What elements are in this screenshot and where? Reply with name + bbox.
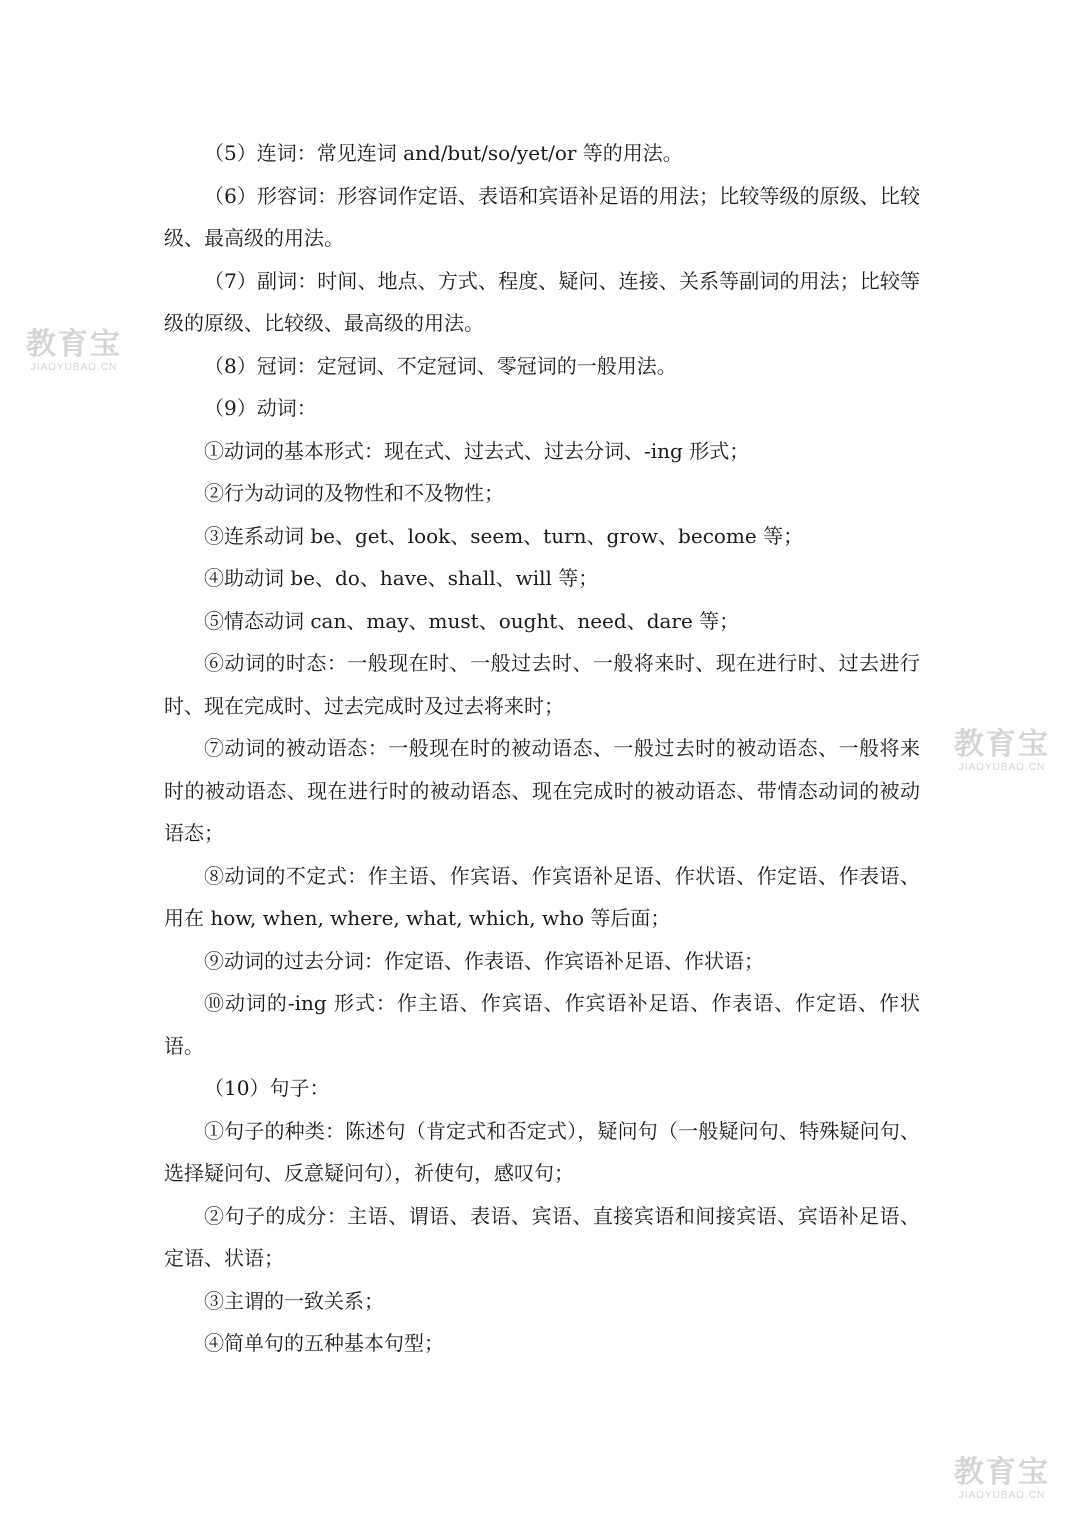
paragraph-sentence-heading: （10）句子： [204, 1076, 330, 1100]
paragraph-conjunction: （5）连词：常见连词 and/but/so/yet/or 等的用法。 [204, 141, 683, 165]
list-item-ing-form: ⑩动词的-ing 形式：作主语、作宾语、作宾语补足语、作表语、作定语、作状语。 [164, 991, 920, 1058]
list-item-modal-verbs: ⑤情态动词 can、may、must、ought、need、dare 等； [204, 608, 740, 633]
watermark-logo-bottom-right: 教育宝 JIAOYUBAO.CN [954, 1455, 1050, 1501]
list-item-tenses: ⑥动词的时态：一般现在时、一般过去时、一般将来时、现在进行时、过去进行时、现在完成时、过去完成时及过去将来时； [164, 651, 920, 718]
list-item-agreement: ③主谓的一致关系； [204, 1288, 384, 1313]
watermark-logo-left: 教育宝 JIAOYUBAO.CN [26, 327, 122, 373]
list-item-sentence-elements: ②句子的成分：主语、谓语、表语、宾语、直接宾语和间接宾语、宾语补足语、定语、状语； [164, 1203, 920, 1270]
paragraph-verb-heading: （9）动词： [204, 396, 317, 420]
paragraph-article: （8）冠词：定冠词、不定冠词、零冠词的一般用法。 [204, 353, 677, 378]
list-item-auxiliary-verbs: ④助动词 be、do、have、shall、will 等； [204, 566, 599, 590]
list-item-past-participle: ⑨动词的过去分词：作定语、作表语、作宾语补足语、作状语； [204, 948, 764, 973]
watermark-logo-right: 教育宝 JIAOYUBAO.CN [954, 727, 1050, 773]
list-item-transitivity: ②行为动词的及物性和不及物性； [204, 481, 504, 505]
list-item-verb-forms: ①动词的基本形式：现在式、过去式、过去分词、-ing 形式； [204, 438, 750, 463]
list-item-basic-patterns: ④简单句的五种基本句型； [204, 1331, 444, 1355]
list-item-passive-voice: ⑦动词的被动语态：一般现在时的被动语态、一般过去时的被动语态、一般将来时的被动语态、现在进行时的被动语态、现在完成时的被动语态、带情态动词的被动语态； [164, 736, 920, 845]
list-item-infinitive: ⑧动词的不定式：作主语、作宾语、作宾语补足语、作状语、作定语、作表语、用在 how, when, where, what, which, who 等后面； [164, 863, 920, 930]
list-item-sentence-types: ①句子的种类：陈述句（肯定式和否定式），疑问句（一般疑问句、特殊疑问句、选择疑问句、反意疑问句），祈使句，感叹句； [164, 1118, 920, 1185]
list-item-linking-verbs: ③连系动词 be、get、look、seem、turn、grow、become 等； [204, 523, 804, 548]
paragraph-adjective: （6）形容词：形容词作定语、表语和宾语补足语的用法；比较等级的原级、比较级、最高级的用法。 [164, 183, 920, 250]
paragraph-adverb: （7）副词：时间、地点、方式、程度、疑问、连接、关系等副词的用法；比较等级的原级、比较级、最高级的用法。 [164, 268, 920, 335]
document-body [164, 132, 920, 1365]
